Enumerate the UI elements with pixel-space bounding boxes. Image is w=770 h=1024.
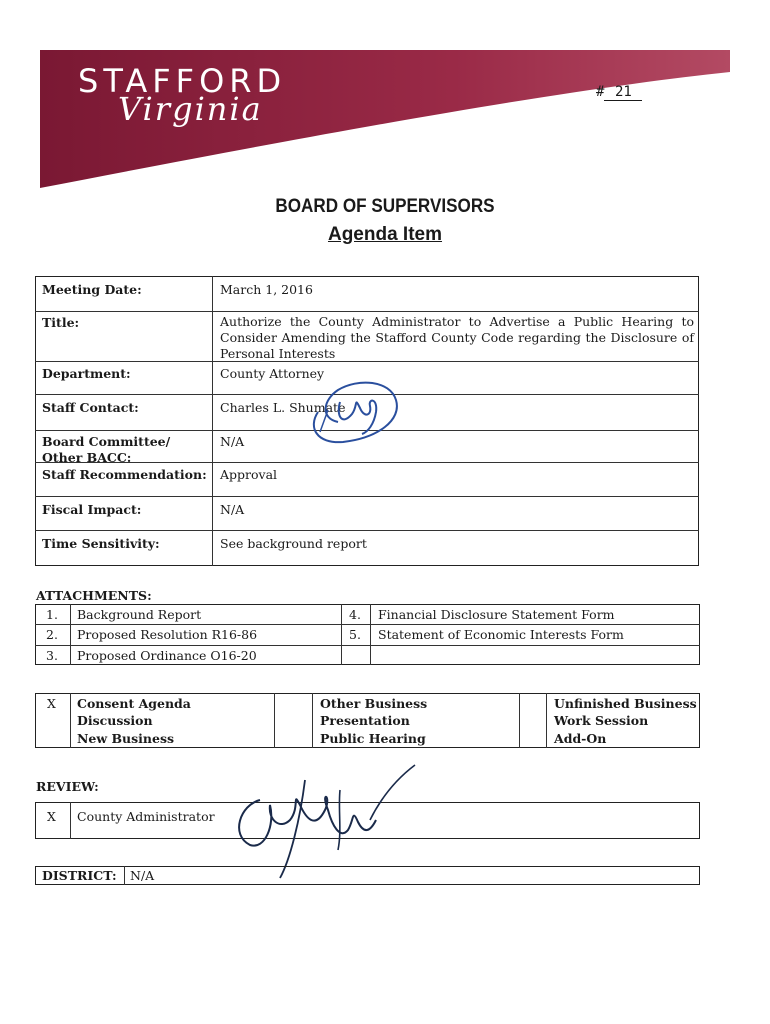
attachment-link[interactable]: Background Report (77, 607, 202, 622)
att-divider (70, 604, 71, 665)
staff-initials-signature (298, 372, 410, 450)
district-value: N/A (130, 868, 155, 883)
page-title: BOARD OF SUPERVISORS (275, 196, 495, 217)
category-new-business: New Business (77, 731, 175, 746)
review-county-administrator: County Administrator (77, 809, 215, 824)
category-presentation: Presentation (320, 713, 410, 728)
review-divider (70, 802, 71, 839)
cat-divider (519, 693, 520, 748)
attachment-link[interactable]: Financial Disclosure Statement Form (378, 607, 615, 622)
attachment-link[interactable]: Proposed Resolution R16-86 (77, 627, 258, 642)
category-add-on: Add-On (554, 731, 607, 746)
attachment-number: 3. (46, 648, 58, 663)
staff-recommendation-value: Approval (220, 467, 278, 482)
category-unfinished-business: Unfinished Business (554, 696, 697, 711)
attachment-number: 2. (46, 627, 58, 642)
cat-divider (274, 693, 275, 748)
row-divider (35, 496, 699, 497)
agenda-item-number (596, 84, 642, 101)
board-committee-label-line2: Other BACC: (42, 450, 132, 465)
cat-divider (546, 693, 547, 748)
time-sensitivity-value: See background report (220, 536, 367, 551)
row-divider (35, 530, 699, 531)
staff-contact-value: Charles L. Shumate (220, 400, 346, 415)
category-consent-agenda: Consent Agenda (77, 696, 191, 711)
attachment-number: 1. (46, 607, 58, 622)
administrator-signature (220, 760, 420, 880)
category-discussion: Discussion (77, 713, 153, 728)
category-public-hearing: Public Hearing (320, 731, 426, 746)
time-sensitivity-label: Time Sensitivity: (42, 536, 160, 551)
attachment-link[interactable]: Statement of Economic Interests Form (378, 627, 624, 642)
cat-divider (70, 693, 71, 748)
row-divider (35, 462, 699, 463)
fiscal-impact-label: Fiscal Impact: (42, 502, 142, 517)
category-work-session: Work Session (554, 713, 649, 728)
attachment-number: 5. (349, 627, 361, 642)
staff-recommendation-label: Staff Recommendation: (42, 467, 207, 482)
att-row-divider (35, 624, 700, 625)
review-checkbox[interactable]: X (47, 809, 56, 824)
category-checkbox[interactable]: X (47, 696, 56, 711)
row-divider (35, 311, 699, 312)
att-divider (341, 604, 342, 665)
district-divider (124, 866, 125, 885)
department-value: County Attorney (220, 366, 325, 381)
board-committee-value: N/A (220, 434, 245, 449)
details-divider (212, 276, 213, 566)
logo-stafford: STAFFORD (78, 62, 287, 100)
page-subtitle: Agenda Item (327, 224, 443, 245)
meeting-date-value: March 1, 2016 (220, 282, 313, 297)
district-label: DISTRICT: (42, 868, 117, 883)
title-value: Authorize the County Administrator to Advertise a Public Hearing to Consider Amending the Stafford County Code regarding the Disclosure of Personal Interests (220, 314, 694, 361)
review-heading: REVIEW: (36, 779, 99, 794)
title-label: Title: (42, 315, 80, 330)
fiscal-impact-value: N/A (220, 502, 245, 517)
meeting-date-label: Meeting Date: (42, 282, 142, 297)
item-number-prefix: # (596, 84, 605, 100)
staff-contact-label: Staff Contact: (42, 400, 139, 415)
att-divider (370, 604, 371, 665)
attachments-heading: ATTACHMENTS: (36, 588, 152, 603)
cat-divider (312, 693, 313, 748)
item-number-value: 21 (604, 84, 642, 101)
attachment-number: 4. (349, 607, 361, 622)
attachment-link[interactable]: Proposed Ordinance O16-20 (77, 648, 257, 663)
category-other-business: Other Business (320, 696, 428, 711)
logo-virginia: Virginia (118, 90, 263, 128)
board-committee-label-line1: Board Committee/ (42, 434, 171, 449)
att-row-divider (35, 645, 700, 646)
department-label: Department: (42, 366, 131, 381)
